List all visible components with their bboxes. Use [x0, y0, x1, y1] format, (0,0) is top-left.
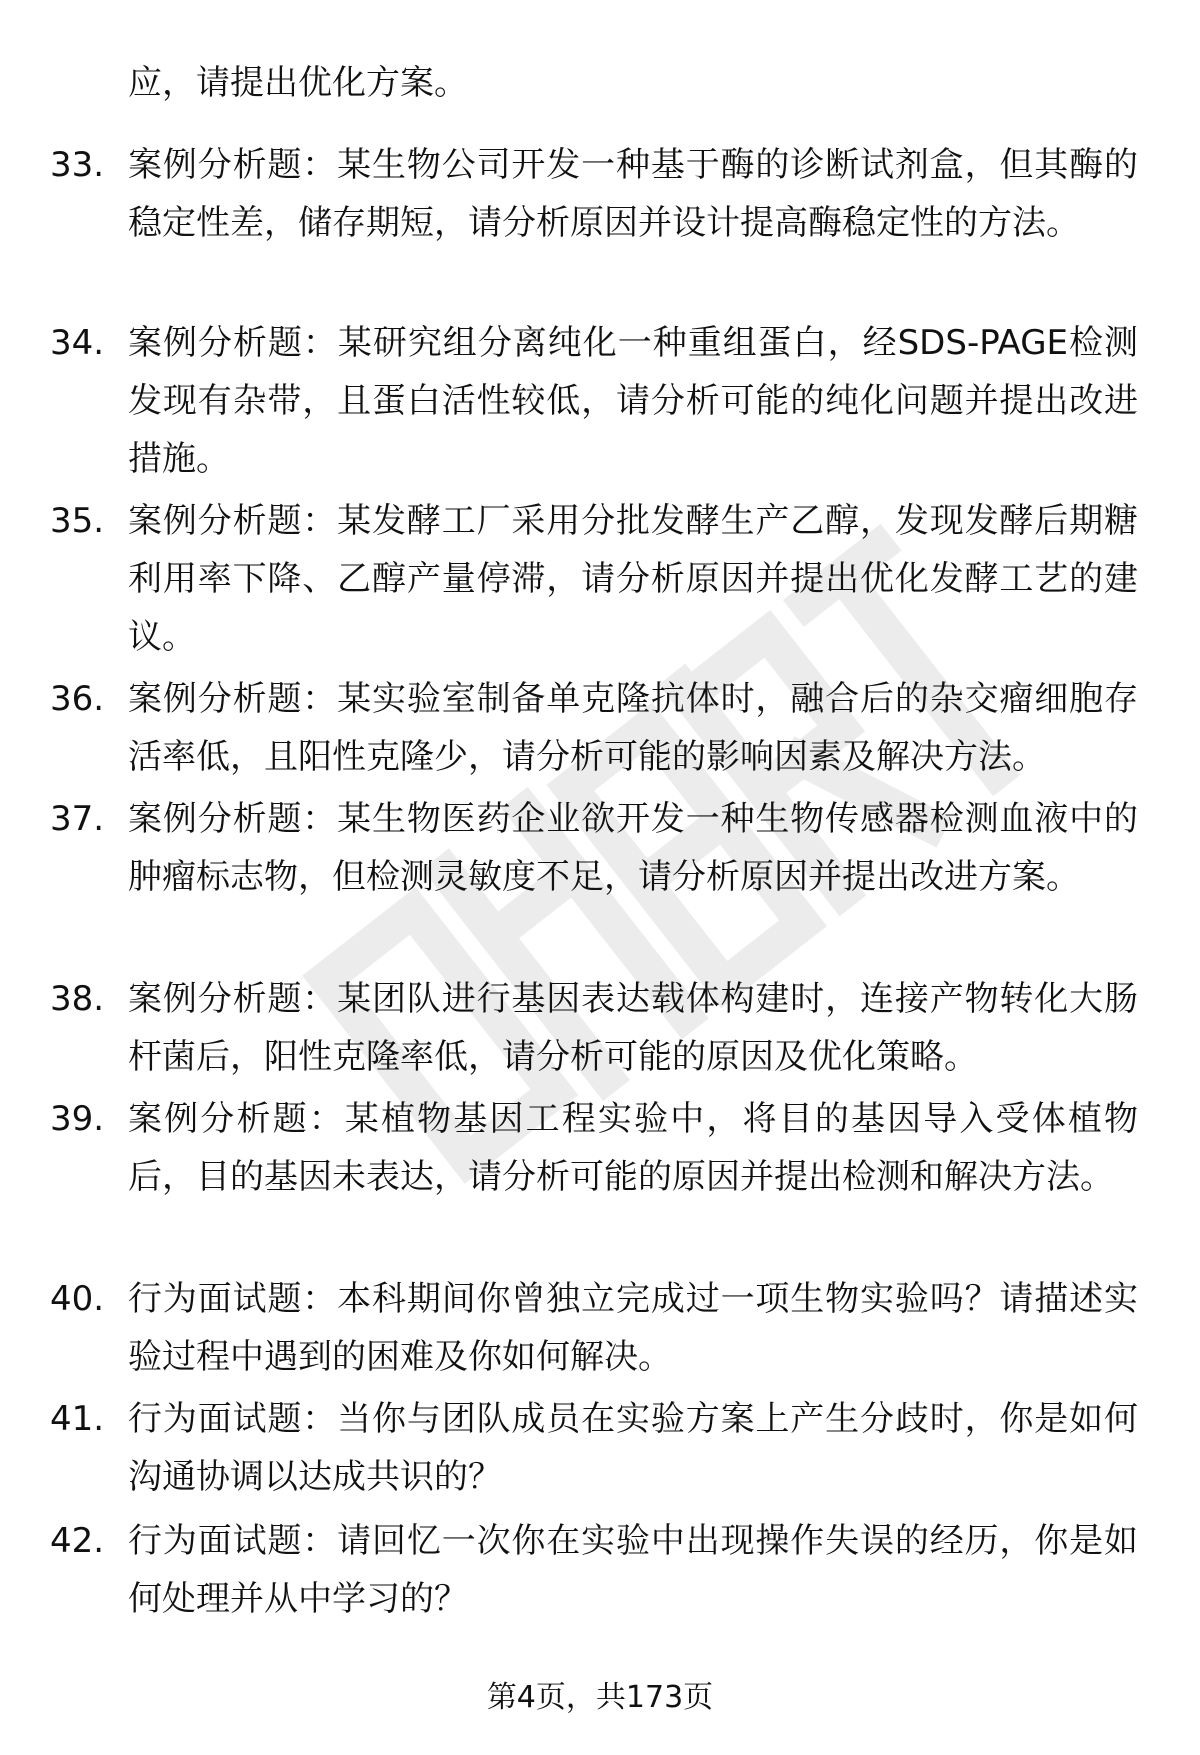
question-item — [50, 970, 1140, 1086]
question-item — [50, 1270, 1140, 1386]
question-number: 37. — [50, 799, 105, 839]
question-number: 38. — [50, 979, 105, 1019]
question-number: 33. — [50, 145, 105, 185]
question-text: 案例分析题：某植物基因工程实验中，将目的基因导入受体植物后，目的基因未表达，请分析可能的原因并提出检测和解决方法。 — [128, 1099, 1138, 1197]
question-item — [50, 790, 1140, 906]
question-text: 案例分析题：某发酵工厂采用分批发酵生产乙醇，发现发酵后期糖利用率下降、乙醇产量停滞，请分析原因并提出优化发酵工艺的建议。 — [128, 501, 1138, 657]
question-number: 42. — [50, 1521, 105, 1561]
question-item — [50, 670, 1140, 786]
question-number: 34. — [50, 323, 105, 363]
question-number: 40. — [50, 1279, 105, 1319]
question-text: 行为面试题：请回忆一次你在实验中出现操作失误的经历，你是如何处理并从中学习的？ — [128, 1521, 1138, 1619]
question-text: 案例分析题：某实验室制备单克隆抗体时，融合后的杂交瘤细胞存活率低，且阳性克隆少，请分析可能的影响因素及解决方法。 — [128, 679, 1138, 777]
question-number: 39. — [50, 1099, 105, 1139]
question-text: 案例分析题：某团队进行基因表达载体构建时，连接产物转化大肠杆菌后，阳性克隆率低，请分析可能的原因及优化策略。 — [128, 979, 1138, 1077]
question-item — [50, 492, 1140, 666]
question-item — [50, 136, 1140, 252]
continuation-text: 应，请提出优化方案。 — [128, 63, 468, 103]
question-text: 案例分析题：某生物医药企业欲开发一种生物传感器检测血液中的肿瘤标志物，但检测灵敏度不足，请分析原因并提出改进方案。 — [128, 799, 1138, 897]
question-text: 行为面试题：当你与团队成员在实验方案上产生分歧时，你是如何沟通协调以达成共识的？ — [128, 1399, 1138, 1497]
question-number: 41. — [50, 1399, 105, 1439]
question-item — [50, 314, 1140, 488]
page-footer: 第4页，共173页 — [486, 1680, 714, 1715]
question-item — [50, 1090, 1140, 1206]
question-number: 36. — [50, 679, 105, 719]
question-number: 35. — [50, 501, 105, 541]
question-text: 案例分析题：某研究组分离纯化一种重组蛋白，经SDS-PAGE检测发现有杂带，且蛋白活性较低，请分析可能的纯化问题并提出改进措施。 — [128, 323, 1138, 479]
question-text: 行为面试题：本科期间你曾独立完成过一项生物实验吗？请描述实验过程中遇到的困难及你如何解决。 — [128, 1279, 1138, 1377]
question-text: 案例分析题：某生物公司开发一种基于酶的诊断试剂盒，但其酶的稳定性差，储存期短，请分析原因并设计提高酶稳定性的方法。 — [128, 145, 1138, 243]
question-item — [50, 1390, 1140, 1506]
question-item — [50, 1512, 1140, 1628]
